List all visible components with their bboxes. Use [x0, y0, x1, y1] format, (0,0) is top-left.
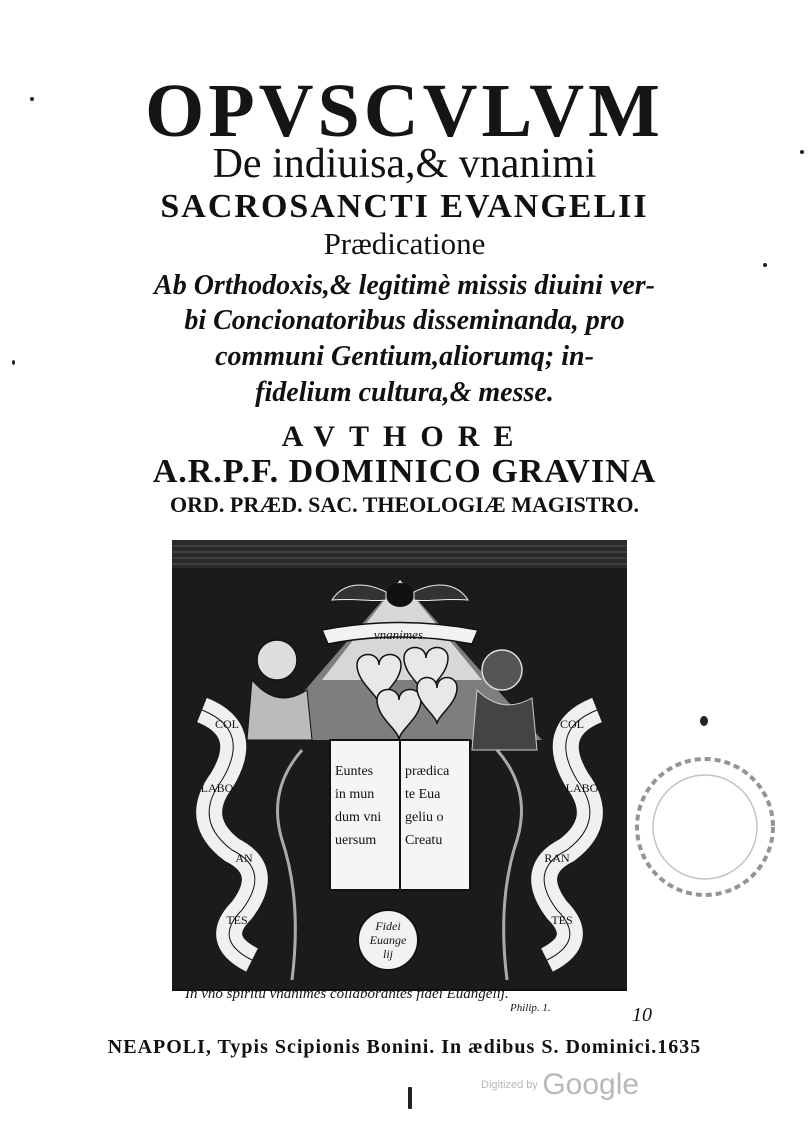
folio-number: 10 [632, 1004, 652, 1026]
right-ribbon-text-4: TES [551, 913, 573, 927]
subtitle-line-2: SACROSANCTI EVANGELII [160, 188, 649, 225]
book-right-line-3: geliu o [405, 810, 444, 825]
medallion-text-2: Euange [369, 933, 407, 947]
ribbon-top-text: vnanimes. [373, 627, 427, 642]
right-ribbon-text-2: LABO [565, 781, 599, 795]
italic-line-3: communi Gentium,aliorumq; in- [215, 341, 594, 372]
caption-reference: Philip. 1. [510, 1002, 551, 1014]
engraving-illustration [172, 540, 627, 1005]
digitized-by-label: Digitized by [481, 1079, 538, 1091]
right-ribbon-text-1: COL [560, 717, 584, 731]
left-ribbon-text-3: AN [235, 851, 253, 865]
left-ribbon-text-4: TES [226, 913, 248, 927]
author-label: AVTHORE [281, 420, 528, 453]
italic-line-4: fidelium cultura,& messe. [255, 377, 554, 408]
subtitle-line-3: Prædicatione [323, 226, 486, 261]
book-right-line-1: prædica [405, 764, 450, 779]
book-left-line-3: dum vni [335, 810, 382, 825]
scan-speck [30, 97, 34, 101]
scan-speck [763, 263, 767, 267]
book-left-line-4: uersum [335, 833, 377, 848]
scan-speck [408, 1087, 412, 1109]
scan-speck [12, 360, 15, 365]
book-left-line-1: Euntes [335, 764, 374, 779]
book-right-line-4: Creatu [405, 833, 443, 848]
subtitle-line-1: De indiuisa,& vnanimi [212, 141, 597, 187]
italic-line-1: Ab Orthodoxis,& legitimè missis diuini ver- [154, 270, 655, 301]
book-left-line-2: in mun [335, 787, 375, 802]
scan-speck [700, 716, 708, 726]
left-ribbon-text-2: LABO [200, 781, 234, 795]
medallion-text-1: Fidei [375, 919, 401, 933]
medallion-text-3: lij [382, 947, 394, 961]
google-logo: Google [542, 1068, 640, 1101]
italic-line-2: bi Concionatoribus disseminanda, pro [184, 305, 625, 336]
engraving-caption: In vno spiritu vnanimes collaborantes fidei Euangelij. [185, 986, 509, 1002]
page-title: OPVSCVLVM [145, 69, 664, 153]
scan-speck [800, 150, 804, 154]
right-ribbon-text-3: RAN [544, 851, 570, 865]
left-ribbon-text-1: COL [215, 717, 239, 731]
digitization-watermark [481, 1068, 639, 1102]
book-right-line-2: te Eua [405, 787, 441, 802]
author-name: A.R.P.F. DOMINICO GRAVINA [152, 453, 657, 490]
library-stamp [630, 752, 780, 902]
author-role: ORD. PRÆD. SAC. THEOLOGIÆ MAGISTRO. [170, 492, 639, 517]
imprint-line: NEAPOLI, Typis Scipionis Bonini. In ædibus S. Dominici.1635 [107, 1036, 702, 1058]
